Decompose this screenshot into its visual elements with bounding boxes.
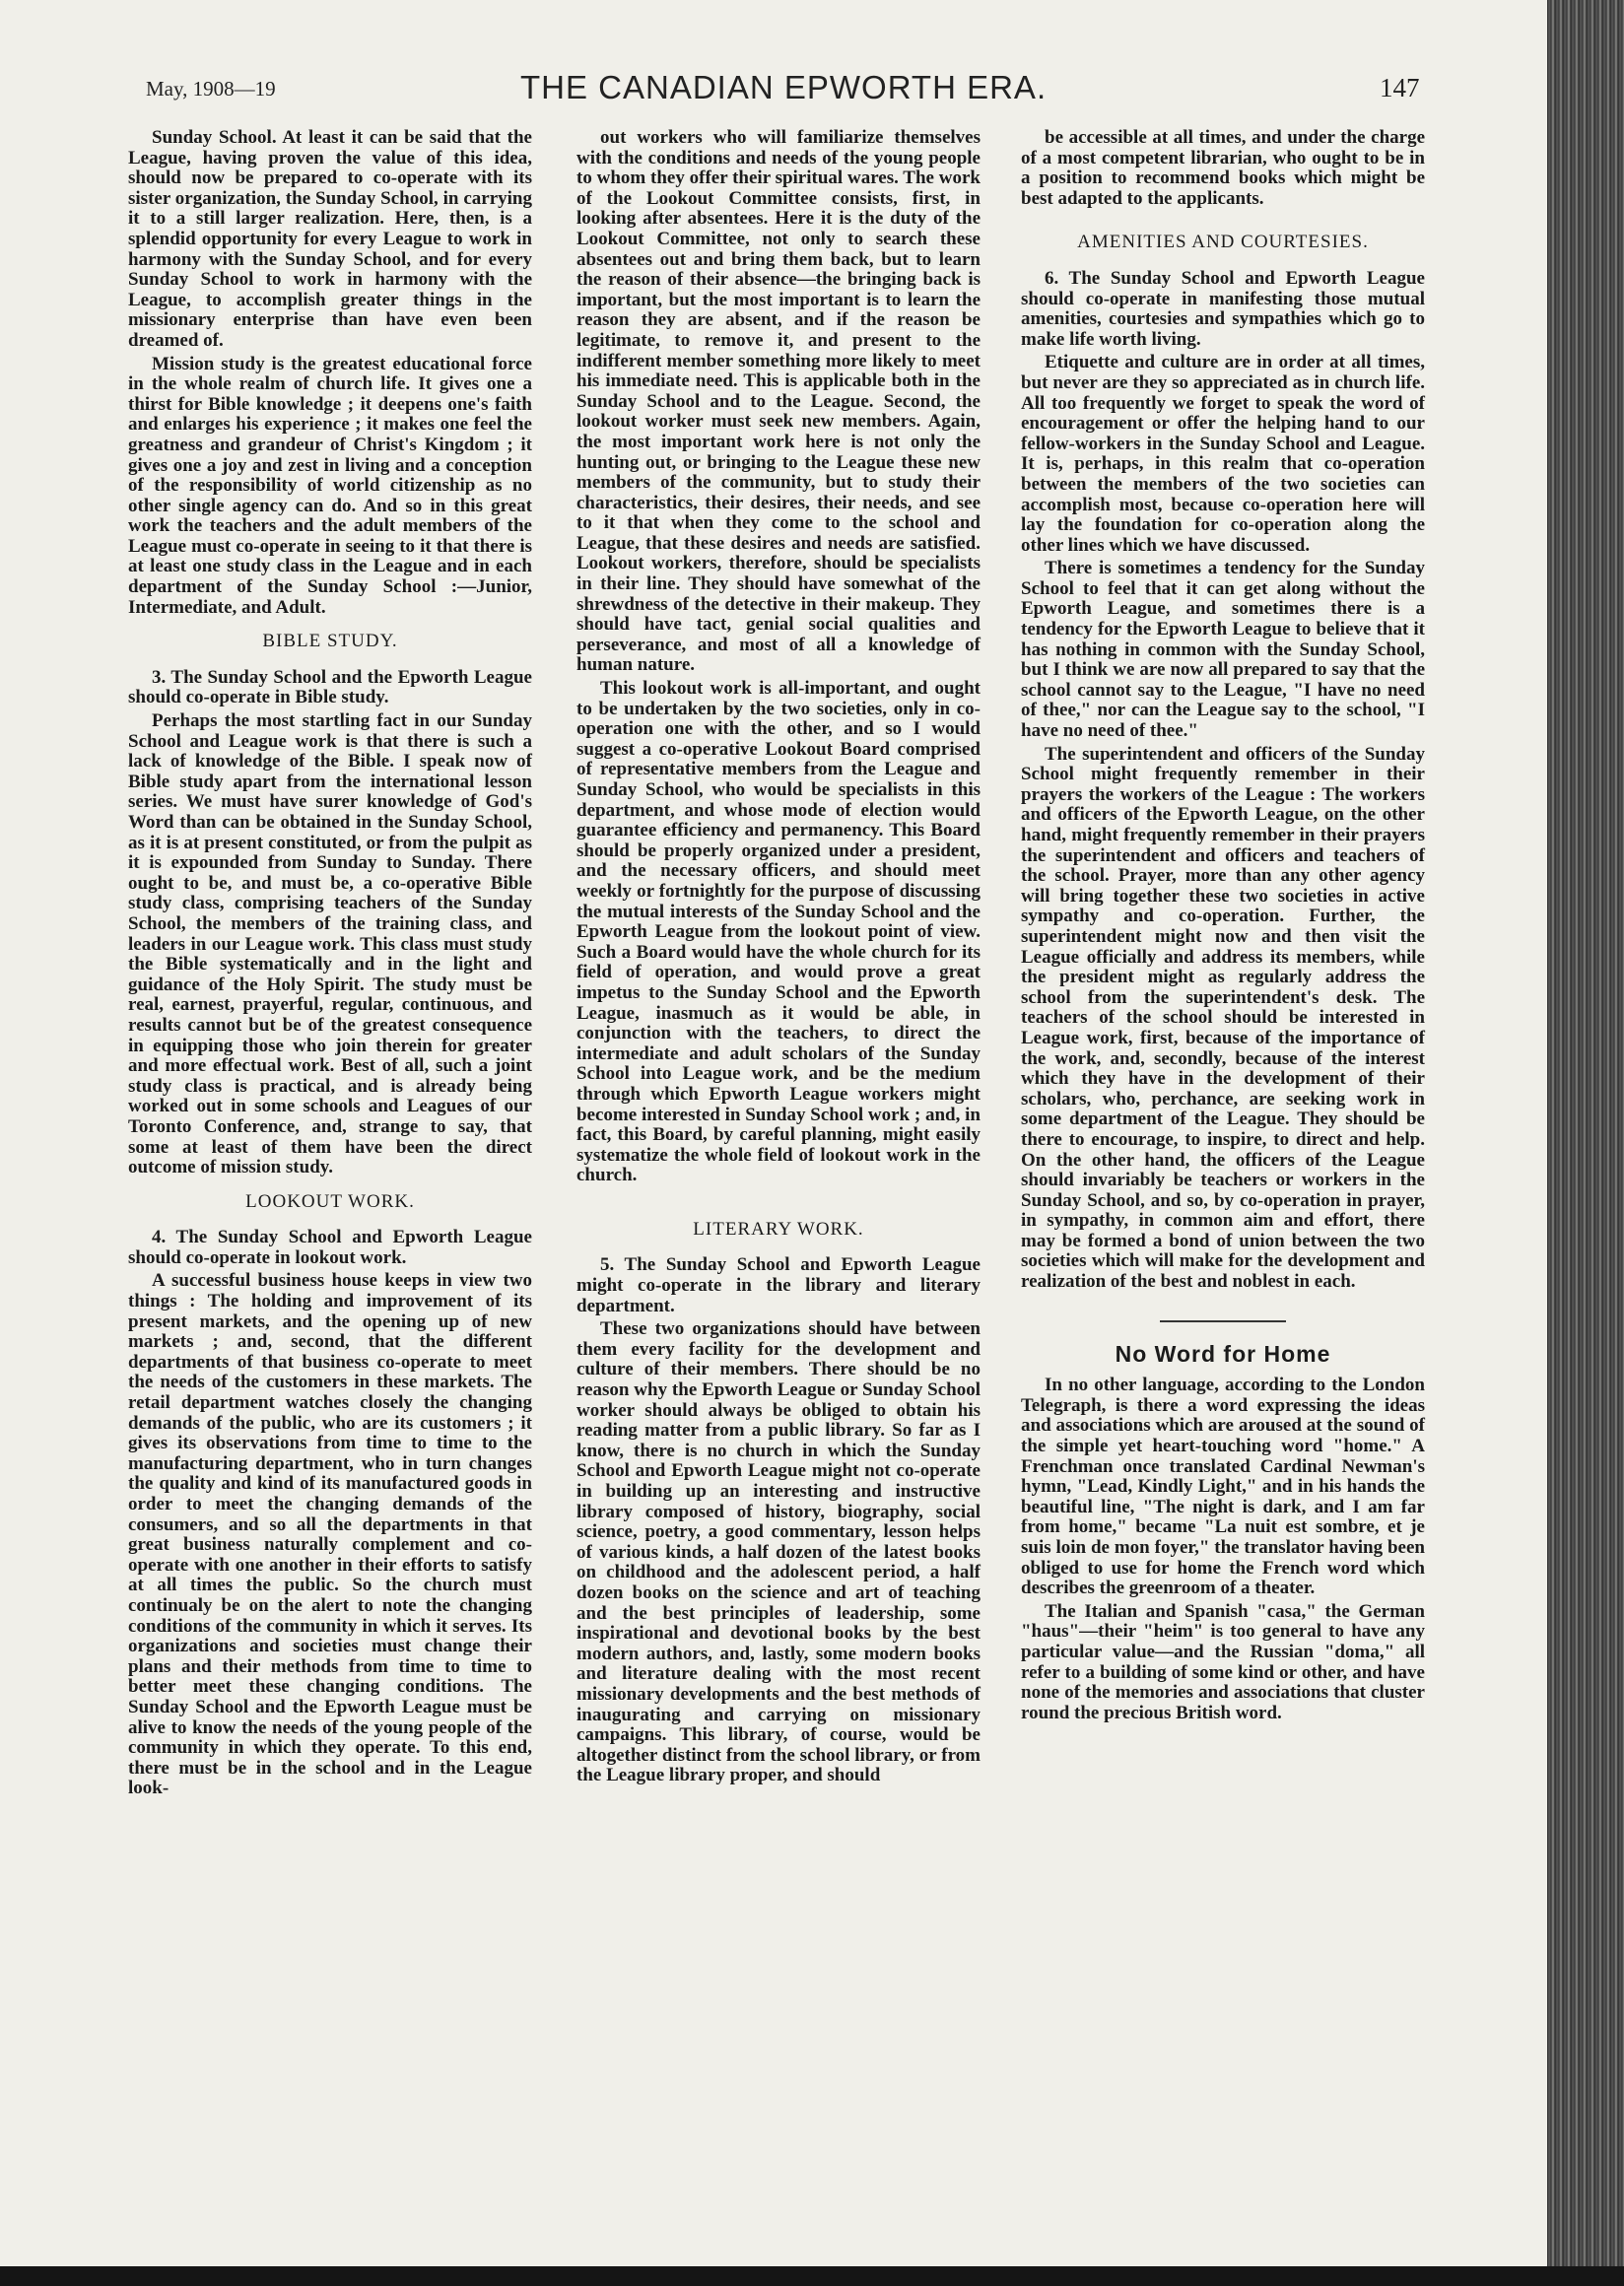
issue-date: May, 1908—19 xyxy=(146,77,276,101)
scan-border xyxy=(0,2266,1624,2286)
paragraph: 4. The Sunday School and Epworth League should co-operate in lookout work. xyxy=(128,1227,532,1268)
paragraph: out workers who will familiarize themselves with the conditions and needs of the young people to whom they offer their spiritual wares. The work of the Lookout Committee consists, first, in looking after absentees. Here it is the duty of the Lookout Committee, not only to search these absentees out and bring them back, but to learn the reason of their absence—the bringing back is important, but the most important is to learn the reason they are absent, and if the reason be legitimate, to remove it, and present to the indifferent member something more likely to meet his immediate need. This is applicable both in the Sunday School and to the League. Second, the lookout worker must seek new members. Again, the most important work here is not only the hunting out, or bringing to the League these new members of the community, but to study their characteristics, their desires, their needs, and see to it that when they come to the school and League, that these desires and needs are satisfied. Lookout workers, therefore, should be specialists in their line. They should have somewhat of the shrewdness of the detective in their makeup. They should have tact, genial social qualities and perseverance, and most of all a knowledge of human nature. xyxy=(576,127,981,676)
paragraph: This lookout work is all-important, and ought to be undertaken by the two societies, only in co-operation one with the other, and so I would suggest a co-operative Lookout Board comprised of representative members from the League and Sunday School, who would be specialists in this department, and whose mode of election would guarantee efficiency and permanency. This Board should be properly organized under a president, and the necessary officers, and should meet weekly or fortnightly for the purpose of discussing the mutual interests of the Sunday School and the Epworth League from the lookout point of view. Such a Board would have the whole church for its field of operation, and would prove a great impetus to the Sunday School and the Epworth League, inasmuch as it would be able, in conjunction with the teachers, to direct the intermediate and adult scholars of the Sunday School into League work, and be the medium through which Epworth League workers might become interested in Sunday School work ; and, in fact, this Board, by careful planning, might easily systematize the whole field of lookout work in the church. xyxy=(576,678,981,1186)
paragraph: The Italian and Spanish "casa," the German "haus"—their "heim" is too general to have any particular value—and the Russian "doma," all refer to a building of some kind or other, and have none of the memories and associations that cluster round the precious British word. xyxy=(1021,1600,1425,1723)
text-column-3 xyxy=(1021,128,1425,1726)
paragraph: A successful business house keeps in view two things : The holding and improvement of its present markets, and the opening up of new markets ; and, second, that the different departments of that business co-operate to meet the needs of the customers in these markets. The retail department watches closely the changing demands of the public, who are its customers ; it gives its observations from time to time to the manufacturing department, who in turn changes the quality and kind of its manufactured goods in order to meet the changing demands of the consumers, and so all the departments in that great business naturally complement and co-operate with one another in their efforts to satisfy at all times the public. So the church must continualy be on the alert to note the changing conditions of the community in which it serves. Its organizations and societies must change their plans and their methods from time to time to better meet these changing conditions. The Sunday School and the Epworth League must be alive to know the needs of the young people of the community in which they operate. To this end, there must be in the school and in the League look- xyxy=(128,1270,532,1799)
paragraph: be accessible at all times, and under the charge of a most competent librarian, who ought to be in a position to recommend books which might be best adapted to the applicants. xyxy=(1021,127,1425,209)
article-title-no-word-for-home: No Word for Home xyxy=(1115,1340,1331,1367)
paragraph: The superintendent and officers of the Sunday School might frequently remember in their prayers the workers of the League : The workers and officers of the Epworth League, on the other hand, might frequently remember in their prayers the superintendent and officers and teachers of the school. Prayer, more than any other agency will bring together these two societies in active sympathy and co-operation. Further, the superintendent might now and then visit the League officially and address its members, while the president might as regularly address the school from the superintendent's desk. The teachers of the school should be interested in League work, first, because of the importance of the work, and, secondly, because of the interest which they have in the development of their scholars, who, perchance, are seeking work in some department of the League. They should be there to encourage, to inspire, to direct and help. On the other hand, the officers of the League should invariably be teachers or workers in the Sunday School, and so, by co-operation in prayer, in sympathy, in common aim and effort, there may be formed a bond of union between the two societies which will make for the development and realization of the best and noblest in each. xyxy=(1021,743,1425,1293)
section-heading-lookout-work: LOOKOUT WORK. xyxy=(245,1190,415,1212)
paragraph: 3. The Sunday School and the Epworth League should co-operate in Bible study. xyxy=(128,666,532,708)
text-column-1 xyxy=(128,128,532,1802)
text-column-2 xyxy=(576,128,981,1789)
magazine-title: THE CANADIAN EPWORTH ERA. xyxy=(520,69,1048,105)
divider-rule xyxy=(1160,1320,1286,1322)
paragraph: 6. The Sunday School and Epworth League should co-operate in manifesting those mutual amenities, courtesies and sympathies which go to make life worth living. xyxy=(1021,267,1425,350)
section-heading-bible-study: BIBLE STUDY. xyxy=(262,631,398,652)
paragraph: 5. The Sunday School and Epworth League might co-operate in the library and literary department. xyxy=(576,1254,981,1316)
paragraph: Mission study is the greatest educational force in the whole realm of church life. It gives one a thirst for Bible knowledge ; it deepens one's faith and enlarges his experience ; it makes one feel the greatness and grandeur of Christ's Kingdom ; it gives one a joy and zest in living and a conception of the responsibility of world citizenship as no other single agency can do. And so in this great work the teachers and the adult members of the League must co-operate in seeing to it that there is at least one study class in the League and in each department of the Sunday School :—Junior, Intermediate, and Adult. xyxy=(128,353,532,618)
paragraph: Perhaps the most startling fact in our Sunday School and League work is that there is such a lack of knowledge of the Bible. I speak now of Bible study apart from the international lesson series. We must have surer knowledge of God's Word than can be obtained in the Sunday School, as it is at present constituted, or from the pulpit as it is expounded from Sunday to Sunday. There ought to be, and must be, a co-operative Bible study class, comprising teachers of the Sunday School, the members of the training class, and leaders in our League work. This class must study the Bible systematically and in the light and guidance of the Holy Spirit. The study must be real, earnest, prayerful, regular, continuous, and results cannot but be of the greatest consequence in equipping those who join therein for greater and more effectual work. Best of all, such a joint study class is practical, and is already being worked out in some schools and Leagues of our Toronto Conference, and, strange to say, that some at least of them have been the direct outcome of mission study. xyxy=(128,710,532,1178)
page-number: 147 xyxy=(1380,73,1420,102)
paragraph: In no other language, according to the London Telegraph, is there a word expressing the ideas and associations which are aroused at the sound of the simple yet heart-touching word "home." A Frenchman once translated Cardinal Newman's hymn, "Lead, Kindly Light," and in his hands the beautiful line, "The night is dark, and I am far from home," became "La nuit est sombre, et je suis loin de mon foyer," the translator having been obliged to use for home the French word which describes the greenroom of a theater. xyxy=(1021,1375,1425,1599)
running-head xyxy=(146,69,1427,112)
paragraph: There is sometimes a tendency for the Sunday School to feel that it can get along without the Epworth League, and sometimes there is a tendency for the Epworth League to believe that it has nothing in common with the Sunday School, but I think we are now all prepared to say that the school cannot say to the League, "I have no need of thee," nor can the League say to the school, "I have no need of thee." xyxy=(1021,558,1425,742)
paragraph: These two organizations should have between them every facility for the development and culture of their members. There should be no reason why the Epworth League or Sunday School worker should always be obliged to obtain his reading matter from a public library. So far as I know, there is no church in which the Sunday School and Epworth League might not co-operate in building up an interesting and instructive library composed of history, biography, social science, poetry, a good commentary, lesson helps of various kinds, a half dozen of the latest books on childhood and the adolescent period, a half dozen books on the science and art of teaching and the best principles of leadership, some inspirational and devotional books by the best modern authors, and, lastly, some modern books and literature dealing with the most recent missionary developments and the best methods of inaugurating and carrying on missionary campaigns. This library, of course, would be altogether distinct from the school library, or from the League library proper, and should xyxy=(576,1318,981,1786)
section-heading-amenities: AMENITIES AND COURTESIES. xyxy=(1077,232,1369,253)
section-heading-literary-work: LITERARY WORK. xyxy=(693,1218,864,1240)
paragraph: Sunday School. At least it can be said that the League, having proven the value of this idea, should now be prepared to co-operate with its sister organization, the Sunday School, in carrying it to a still larger realization. Here, then, is a splendid opportunity for every League to work in harmony with the Sunday School, and for every Sunday School to work in harmony with the League, to accomplish greater things in the missionary enterprise than have even been dreamed of. xyxy=(128,127,532,351)
paragraph: Etiquette and culture are in order at all times, but never are they so appreciated as in church life. All too frequently we forget to speak the word of encouragement or offer the helping hand to our fellow-workers in the Sunday School and League. It is, perhaps, in this realm that co-operation between the members of the two societies can accomplish most, because co-operation here will lay the foundation for co-operation along the other lines which we have discussed. xyxy=(1021,352,1425,556)
book-spine-edge xyxy=(1547,0,1624,2286)
